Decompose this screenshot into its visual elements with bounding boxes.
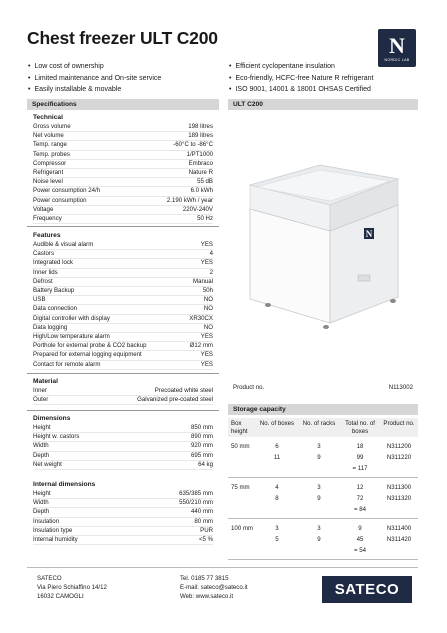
- product-cell-value: N311420: [386, 536, 412, 543]
- spec-value: Precoated white steel: [154, 387, 213, 394]
- spec-label: Depth: [33, 508, 50, 516]
- product-number-row: [229, 384, 417, 391]
- spec-row: [33, 351, 213, 360]
- spec-value: 440 mm: [190, 508, 213, 516]
- spec-row: [33, 315, 213, 324]
- total-cell-value: 72: [356, 495, 364, 502]
- spec-value: 198 litres: [188, 123, 213, 130]
- racks-cell-value: 3: [317, 443, 321, 450]
- internal-heading: Internal dimensions: [33, 481, 96, 488]
- footer-line: Tel. 0185 77 3815: [180, 575, 229, 582]
- product-cell-value: N311400: [386, 525, 412, 532]
- page-title: Chest freezer ULT C200: [27, 28, 218, 48]
- footer-contact: [180, 574, 248, 601]
- bullet-list-left: [28, 61, 161, 96]
- spec-row: [33, 305, 213, 314]
- spec-value: YES: [200, 259, 213, 267]
- total-cell: [340, 482, 380, 515]
- product-number-label: Product no.: [233, 384, 265, 391]
- total-cell: [340, 523, 380, 556]
- spec-label: Compressor: [33, 159, 67, 167]
- product-number-value: N113002: [388, 384, 413, 391]
- storage-header-cell: No. of racks: [302, 420, 336, 427]
- racks-cell-value: 3: [317, 525, 321, 532]
- spec-label: High/Low temperature alarm: [33, 333, 110, 341]
- logo-letter: N: [389, 32, 405, 58]
- spec-label: Refrigerant: [33, 169, 64, 177]
- spec-value: 80 mm: [194, 517, 213, 525]
- storage-capacity-bar: Storage capacity: [228, 404, 418, 415]
- spec-label: Internal humidity: [33, 536, 78, 544]
- features-section: [33, 232, 213, 370]
- product-cell: [380, 523, 418, 556]
- spec-row: [33, 442, 213, 451]
- spec-label: Inner lids: [33, 268, 58, 276]
- spec-row: [33, 461, 213, 470]
- spec-row: [33, 250, 213, 259]
- nordic-lab-logo: [378, 29, 416, 67]
- spec-value: Manual: [193, 277, 213, 285]
- spec-row: [33, 123, 213, 132]
- racks-cell-value: 3: [317, 484, 321, 491]
- spec-row: [33, 452, 213, 461]
- total-cell-value: 45: [356, 536, 364, 543]
- spec-row: [33, 361, 213, 370]
- boxes-cell: [256, 523, 298, 556]
- product-cell-value: N311300: [386, 484, 412, 491]
- spec-row: [33, 160, 213, 169]
- spec-value: NO: [203, 323, 213, 331]
- spec-label: Width: [33, 442, 49, 450]
- racks-cell-value: 9: [317, 536, 321, 543]
- racks-cell: [298, 482, 340, 515]
- spec-row: [33, 141, 213, 150]
- storage-header-cell: Product no.: [383, 420, 415, 427]
- spec-label: Battery Backup: [33, 287, 75, 295]
- boxes-cell-value: 5: [275, 536, 279, 543]
- dimensions-section: [33, 415, 213, 470]
- racks-cell: [298, 523, 340, 556]
- bullet-item: • Easily installable & movable: [28, 84, 161, 96]
- total-cell-value: = 117: [352, 465, 368, 472]
- bullet-item: • Limited maintenance and On-site service: [28, 73, 161, 85]
- spec-value: 635/385 mm: [179, 490, 213, 497]
- storage-header-cell: Box height: [231, 420, 248, 435]
- spec-label: Power consumption: [33, 196, 87, 204]
- technical-heading: Technical: [33, 114, 63, 121]
- spec-value: 1/PT1000: [186, 150, 213, 158]
- total-cell-value: = 54: [353, 547, 367, 554]
- total-cell-value: 9: [358, 525, 362, 532]
- spec-value: Ø12 mm: [189, 342, 213, 350]
- spec-value: NO: [203, 296, 213, 304]
- spec-value: 6.0 kWh: [190, 187, 213, 195]
- spec-value: 890 mm: [190, 433, 213, 441]
- product-cell-value: N311200: [386, 443, 412, 450]
- spec-label: Height w. castors: [33, 433, 80, 441]
- spec-value: NO: [203, 305, 213, 313]
- bullet-list-right: [229, 61, 373, 96]
- product-cell: [380, 441, 418, 474]
- storage-header-cell: No. of boxes: [259, 420, 295, 427]
- product-cell-value: N311320: [386, 495, 412, 502]
- bullet-item: • Eco-friendly, HCFC-free Nature R refrigerant: [229, 73, 373, 85]
- spec-value: 64 kg: [198, 460, 213, 468]
- spec-row: [33, 197, 213, 206]
- total-cell: [340, 441, 380, 474]
- spec-label: Gross volume: [33, 123, 71, 130]
- spec-value: 550/210 mm: [179, 499, 213, 507]
- spec-label: Temp. probes: [33, 150, 70, 158]
- spec-row: [33, 518, 213, 527]
- spec-label: Temp. range: [33, 141, 67, 149]
- spec-label: Voltage: [33, 205, 54, 213]
- boxes-cell-value: 3: [275, 525, 279, 532]
- footer-line: SATECO: [37, 575, 62, 582]
- spec-value: 2: [209, 268, 213, 276]
- storage-group-row: [228, 437, 418, 478]
- product-cell: [380, 482, 418, 515]
- spec-label: Frequency: [33, 215, 62, 223]
- storage-header-cell: Total no. of boxes: [345, 420, 375, 435]
- spec-row: [33, 287, 213, 296]
- spec-value: Nature R: [188, 169, 213, 177]
- spec-value: 220V-240V: [182, 205, 213, 213]
- spec-row: [33, 396, 213, 405]
- total-cell-value: 18: [356, 443, 364, 450]
- spec-value: 695 mm: [190, 451, 213, 459]
- spec-label: Contact for remote alarm: [33, 360, 101, 368]
- storage-group-row: [228, 519, 418, 560]
- box-height: 50 mm: [231, 443, 250, 450]
- spec-value: Embraco: [188, 159, 213, 167]
- spec-row: [33, 269, 213, 278]
- spec-row: [33, 169, 213, 178]
- spec-row: [33, 424, 213, 433]
- spec-row: [33, 132, 213, 141]
- spec-value: 850 mm: [190, 424, 213, 431]
- spec-label: Net weight: [33, 460, 62, 468]
- spec-row: [33, 536, 213, 545]
- spec-value: YES: [200, 333, 213, 341]
- spec-label: Height: [33, 490, 51, 497]
- spec-row: [33, 215, 213, 224]
- spec-row: [33, 296, 213, 305]
- spec-label: Outer: [33, 396, 49, 404]
- footer-line: Web: www.sateco.it: [180, 593, 234, 600]
- product-cell-value: N311220: [386, 454, 412, 461]
- spec-label: Digital controller with display: [33, 314, 110, 322]
- material-section: [33, 378, 213, 405]
- boxes-cell: [256, 441, 298, 474]
- racks-cell: [298, 441, 340, 474]
- spec-value: 2.190 kWh / year: [166, 196, 213, 204]
- spec-value: YES: [200, 360, 213, 368]
- technical-section: [33, 114, 213, 224]
- footer-line: 16032 CAMOGLI: [37, 593, 84, 600]
- racks-cell-value: 9: [317, 454, 321, 461]
- spec-label: Integrated lock: [33, 259, 73, 267]
- spec-row: [33, 333, 213, 342]
- spec-row: [33, 187, 213, 196]
- spec-label: Net volume: [33, 132, 64, 140]
- spec-row: [33, 490, 213, 499]
- boxes-cell-value: 8: [275, 495, 279, 502]
- spec-value: <5 %: [198, 536, 213, 544]
- spec-row: [33, 178, 213, 187]
- boxes-cell-value: 6: [275, 443, 279, 450]
- spec-label: Defrost: [33, 277, 53, 285]
- spec-label: Noise level: [33, 178, 63, 186]
- spec-value: 920 mm: [190, 442, 213, 450]
- bullet-item: • ISO 9001, 14001 & 18001 OHSAS Certified: [229, 84, 373, 96]
- box-height-cell: [228, 482, 256, 515]
- spec-value: 50h: [202, 287, 213, 295]
- box-height: 75 mm: [231, 484, 250, 491]
- racks-cell-value: 9: [317, 495, 321, 502]
- spec-label: Insulation: [33, 517, 60, 525]
- spec-value: PUR: [200, 526, 213, 534]
- features-heading: Features: [33, 232, 61, 239]
- spec-label: Power consumption 24/h: [33, 187, 101, 195]
- spec-row: [33, 278, 213, 287]
- spec-row: [33, 499, 213, 508]
- specifications-bar: Specifications: [27, 99, 219, 110]
- material-heading: Material: [33, 378, 58, 385]
- storage-group-row: [228, 478, 418, 519]
- spec-label: Height: [33, 424, 51, 431]
- logo-text: NORDIC LAB: [384, 57, 410, 62]
- spec-value: YES: [200, 351, 213, 359]
- total-cell-value: 99: [356, 454, 364, 461]
- dimensions-heading: Dimensions: [33, 415, 71, 422]
- spec-row: [33, 206, 213, 215]
- footer-line: Via Piero Schiaffino 14/12: [37, 584, 107, 591]
- svg-text:N: N: [365, 229, 373, 239]
- spec-label: Width: [33, 499, 49, 507]
- spec-row: [33, 324, 213, 333]
- spec-row: [33, 527, 213, 536]
- total-cell-value: = 84: [353, 506, 367, 513]
- spec-value: 50 Hz: [197, 215, 213, 223]
- spec-label: Inner: [33, 387, 47, 394]
- boxes-cell: [256, 482, 298, 515]
- total-cell-value: 12: [356, 484, 364, 491]
- footer-company: [37, 574, 107, 601]
- model-bar: ULT C200: [228, 99, 418, 110]
- spec-label: Castors: [33, 250, 54, 258]
- spec-label: USB: [33, 296, 46, 304]
- spec-label: Depth: [33, 451, 50, 459]
- spec-label: Prepared for external logging equipment: [33, 351, 142, 359]
- internal-dimensions-section: [33, 481, 213, 545]
- spec-row: [33, 259, 213, 268]
- spec-row: [33, 241, 213, 250]
- box-height-cell: [228, 523, 256, 556]
- spec-row: [33, 342, 213, 351]
- spec-value: Galvanized pre-coated steel: [137, 396, 213, 404]
- bullet-item: • Efficient cyclopentane insulation: [229, 61, 373, 73]
- spec-value: -60°C to -86°C: [173, 141, 213, 149]
- box-height-cell: [228, 441, 256, 474]
- footer-line: E-mail: sateco@sateco.it: [180, 584, 248, 591]
- spec-label: Insulation type: [33, 526, 73, 534]
- spec-value: 4: [209, 250, 213, 258]
- storage-capacity-table: [228, 418, 418, 560]
- spec-label: Data logging: [33, 323, 68, 331]
- spec-row: [33, 508, 213, 517]
- bullet-item: • Low cost of ownership: [28, 61, 161, 73]
- spec-value: YES: [200, 241, 213, 248]
- boxes-cell-value: 11: [273, 454, 281, 461]
- box-height: 100 mm: [231, 525, 254, 532]
- spec-value: 55 dB: [197, 178, 213, 186]
- storage-header-row: [228, 418, 418, 437]
- spec-label: Porthole for external probe & CO2 backup: [33, 342, 147, 350]
- spec-label: Audible & visual alarm: [33, 241, 94, 248]
- spec-label: Data connection: [33, 305, 78, 313]
- spec-value: XR30CX: [189, 314, 213, 322]
- sateco-logo: SATECO: [322, 576, 412, 603]
- spec-row: [33, 433, 213, 442]
- boxes-cell-value: 4: [275, 484, 279, 491]
- spec-row: [33, 387, 213, 396]
- freezer-image: [228, 113, 418, 376]
- spec-row: [33, 151, 213, 160]
- spec-value: 189 litres: [188, 132, 213, 140]
